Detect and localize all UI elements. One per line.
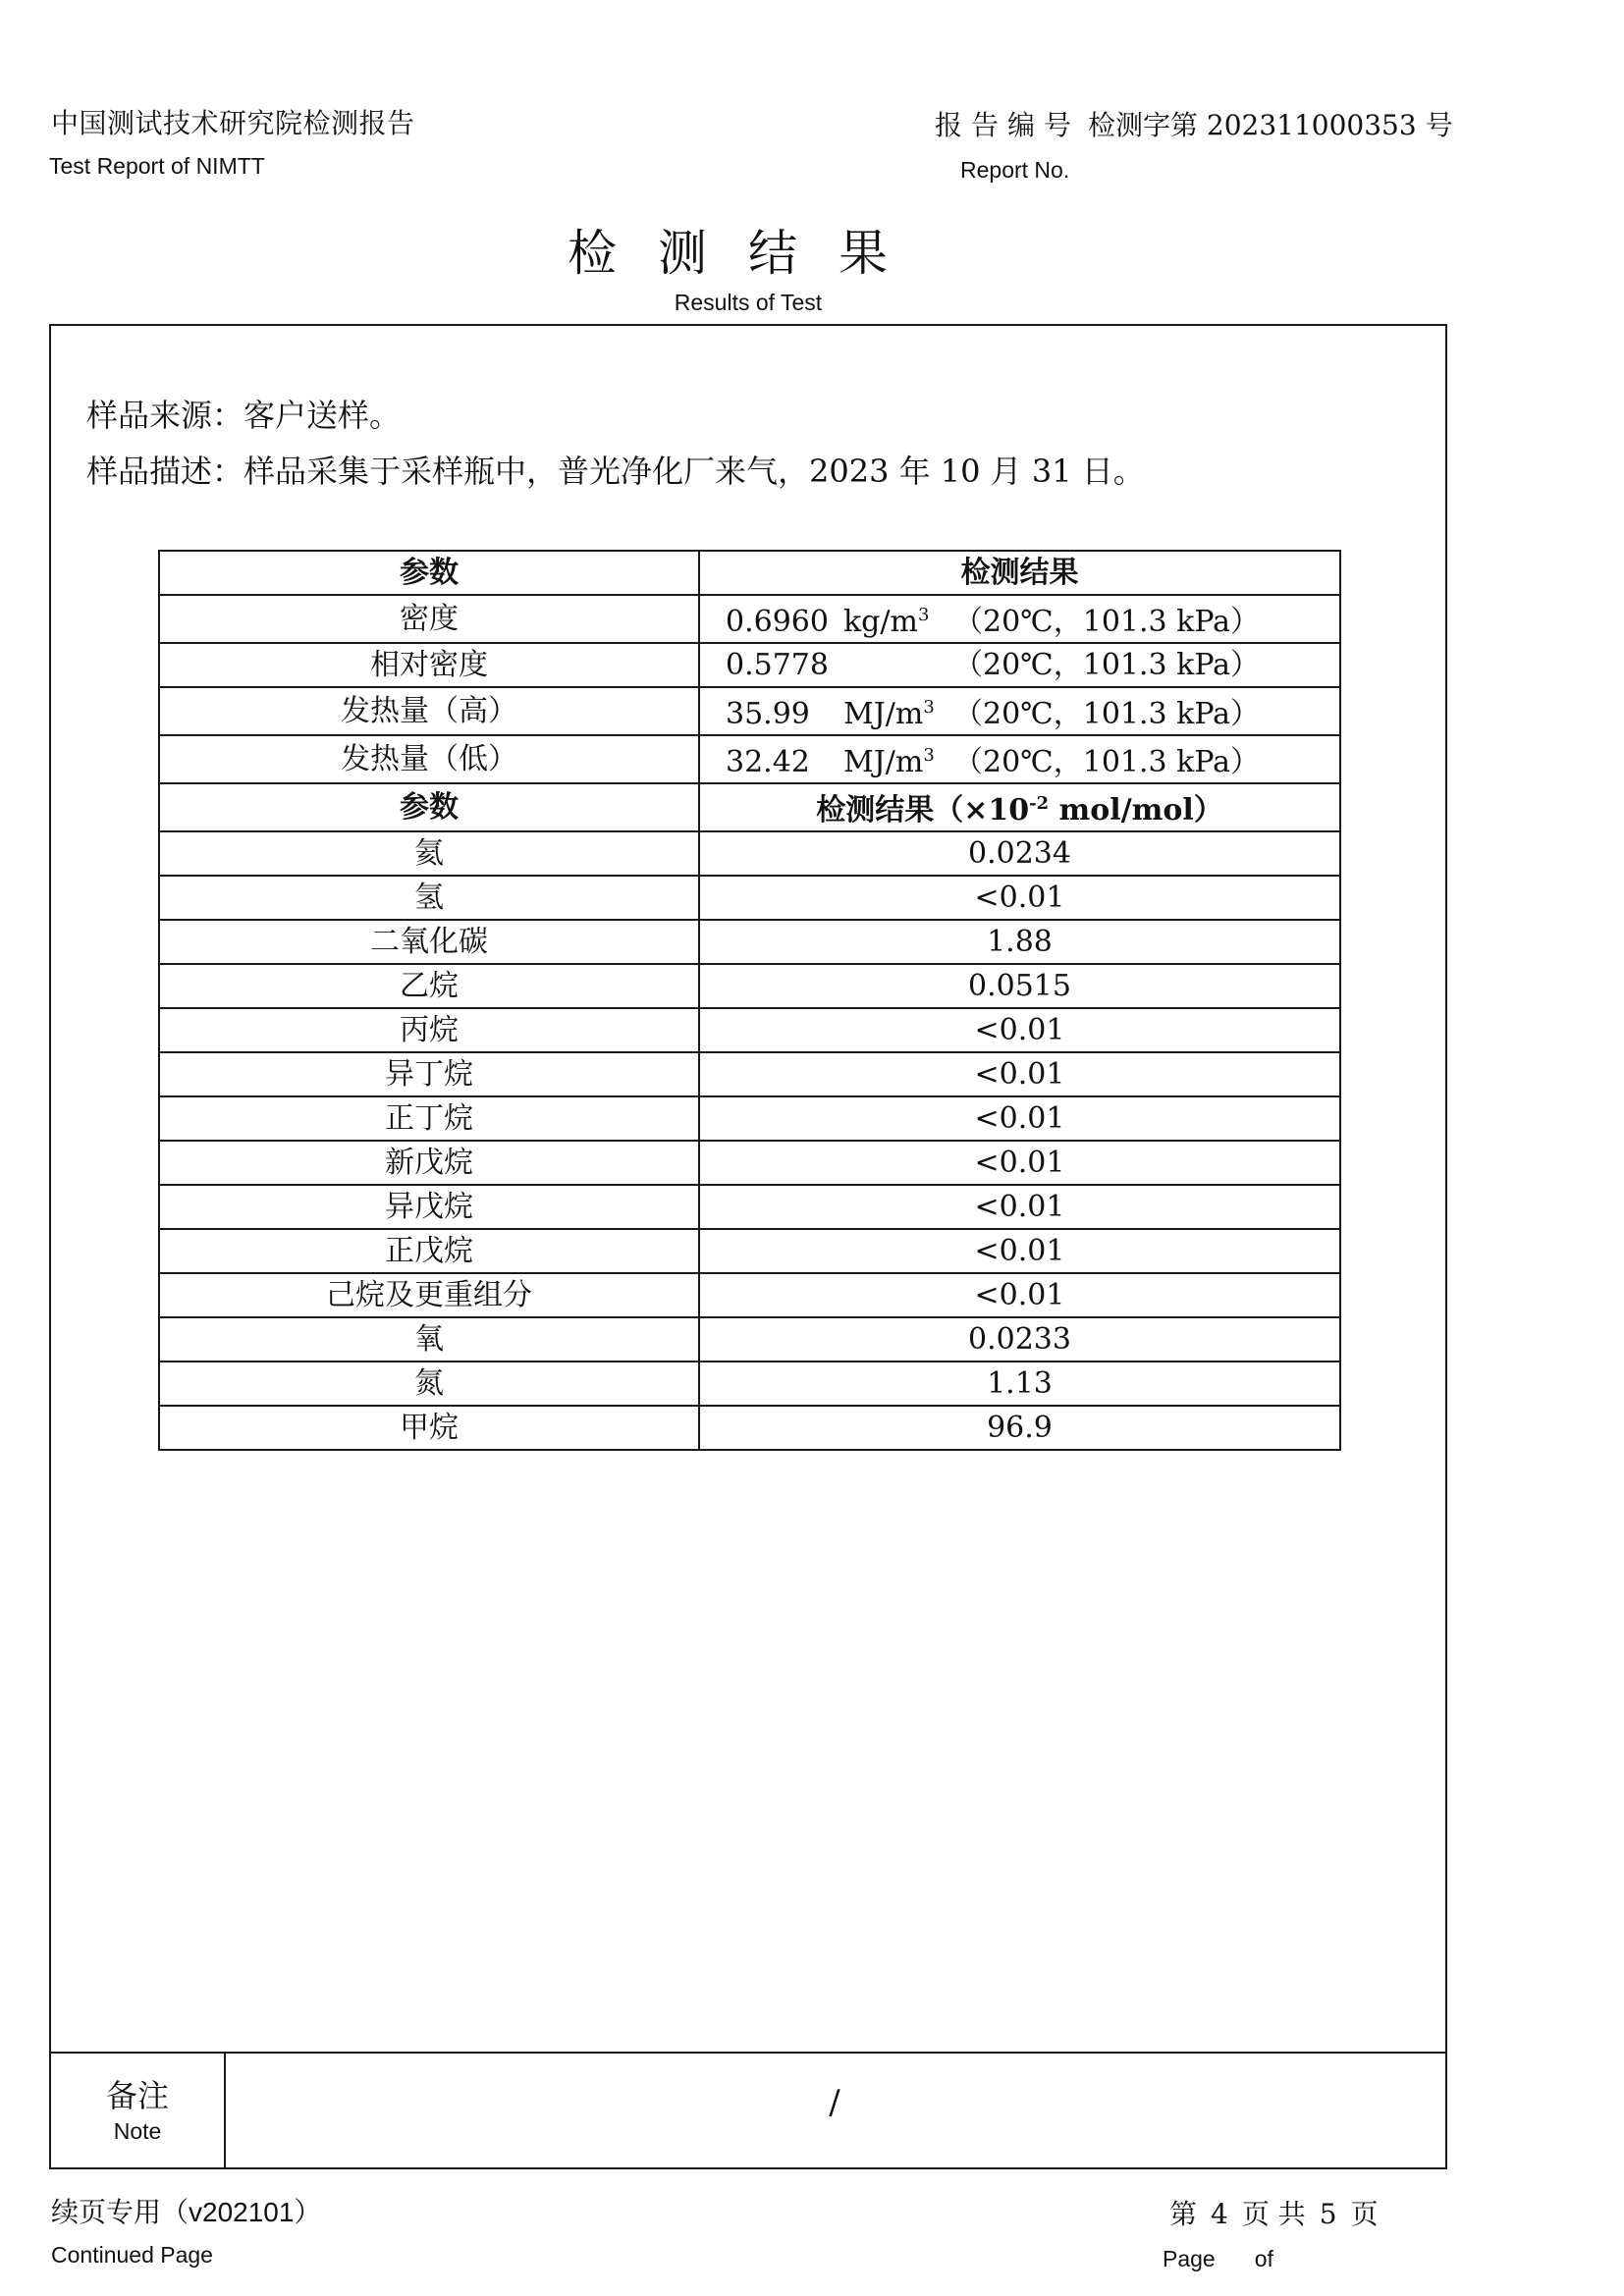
note-label-en: Note [113,2118,162,2144]
report-number-label: 报告编号 [935,109,1081,141]
page-title: 检测结果 [568,225,929,282]
column-header-result: 检测结果 [699,551,1340,595]
column-header-param: 参数 [159,551,699,595]
result-value: 32.42 [726,745,810,779]
result-cell [699,595,1340,643]
footer-continued-cn: 续页专用（v202101） [51,2197,322,2227]
unit-text: MJ/m [843,697,924,731]
result-cell: 1.13 [699,1362,1340,1406]
table-row [159,643,1340,687]
param-cell: 新戊烷 [159,1141,699,1185]
header-exponent: -2 [1029,793,1050,814]
column-header-composition [699,783,1340,831]
result-value: 35.99 [726,697,810,731]
result-value: 0.6960 [726,605,829,639]
column-header-param: 参数 [159,783,699,831]
param-cell: 甲烷 [159,1406,699,1450]
header-text-post: mol/mol） [1049,793,1223,828]
report-number-value: 检测字第 202311000353 号 [1088,109,1453,141]
result-cell [699,687,1340,735]
page-pre: 第 [1169,2198,1198,2230]
table-row [159,735,1340,783]
unit-text: MJ/m [843,745,924,779]
param-cell: 乙烷 [159,964,699,1008]
page-current: 4 [1211,2198,1228,2230]
table-row [159,920,1340,964]
param-cell: 发热量（高） [159,687,699,735]
param-cell: 氦 [159,831,699,876]
result-cell: <0.01 [699,1096,1340,1141]
param-cell: 相对密度 [159,643,699,687]
unit-exponent: 3 [917,605,930,625]
page-subtitle: Results of Test [674,290,823,315]
note-value: / [829,2083,840,2122]
table-row [159,687,1340,735]
result-cell: <0.01 [699,1052,1340,1096]
result-cell: 0.0234 [699,831,1340,876]
param-cell: 异丁烷 [159,1052,699,1096]
result-value: 0.5778 [726,647,829,682]
page-mid: 页 共 [1241,2198,1306,2230]
report-number-label-en: Report No. [960,157,1070,183]
table-row [159,1185,1340,1229]
param-cell: 氢 [159,876,699,920]
result-unit [843,736,953,782]
param-cell: 密度 [159,595,699,643]
report-number [935,104,1453,143]
result-cell: 0.0233 [699,1317,1340,1362]
table-row [159,876,1340,920]
param-cell: 正丁烷 [159,1096,699,1141]
note-label-cn: 备注 [105,2077,169,2114]
page-label-en: Page [1163,2246,1216,2271]
result-cell [699,643,1340,687]
page-indicator [1163,2193,1385,2232]
table-row [159,1229,1340,1273]
param-cell: 氮 [159,1362,699,1406]
param-cell: 丙烷 [159,1008,699,1052]
param-cell: 正戊烷 [159,1229,699,1273]
table-row [159,1317,1340,1362]
result-condition: （20℃，101.3 kPa） [953,697,1261,731]
table-row [159,1008,1340,1052]
table-row [159,1052,1340,1096]
table-row [159,1096,1340,1141]
page-indicator-en [1163,2246,1273,2272]
footer-continued-en: Continued Page [51,2242,213,2268]
table-row [159,1406,1340,1450]
note-row [51,2052,1445,2169]
result-cell [699,735,1340,783]
param-cell: 氧 [159,1317,699,1362]
result-cell: 0.0515 [699,964,1340,1008]
result-unit [843,688,953,734]
unit-text: kg/m [843,605,918,639]
result-condition: （20℃，101.3 kPa） [953,647,1261,682]
result-cell: <0.01 [699,1008,1340,1052]
table-row [159,964,1340,1008]
result-condition: （20℃，101.3 kPa） [953,745,1261,779]
page-total: 5 [1319,2198,1337,2230]
result-cell: <0.01 [699,1141,1340,1185]
result-cell: <0.01 [699,1273,1340,1317]
table-row [159,595,1340,643]
param-cell: 二氧化碳 [159,920,699,964]
results-table [158,550,1341,1451]
param-cell: 己烷及更重组分 [159,1273,699,1317]
param-cell: 异戊烷 [159,1185,699,1229]
unit-exponent: 3 [923,697,935,718]
result-cell: <0.01 [699,876,1340,920]
result-cell: 96.9 [699,1406,1340,1450]
table-row [159,1141,1340,1185]
table-row [159,1362,1340,1406]
result-unit [843,596,953,642]
of-label-en: of [1254,2246,1273,2271]
unit-exponent: 3 [923,745,935,766]
result-cell: <0.01 [699,1185,1340,1229]
sample-source: 样品来源：客户送样。 [86,397,402,434]
table-header-row [159,551,1340,595]
result-cell: <0.01 [699,1229,1340,1273]
result-condition: （20℃，101.3 kPa） [953,605,1261,639]
sample-description: 样品描述：样品采集于采样瓶中，普光净化厂来气，2023 年 10 月 31 日。 [86,453,1145,490]
table-subheader-row [159,783,1340,831]
table-row [159,831,1340,876]
page-post: 页 [1350,2198,1379,2230]
header-text-pre: 检测结果（×10 [816,793,1030,828]
org-name-en: Test Report of NIMTT [49,153,265,179]
param-cell: 发热量（低） [159,735,699,783]
result-cell: 1.88 [699,920,1340,964]
org-name-cn: 中国测试技术研究院检测报告 [51,108,415,138]
table-row [159,1273,1340,1317]
